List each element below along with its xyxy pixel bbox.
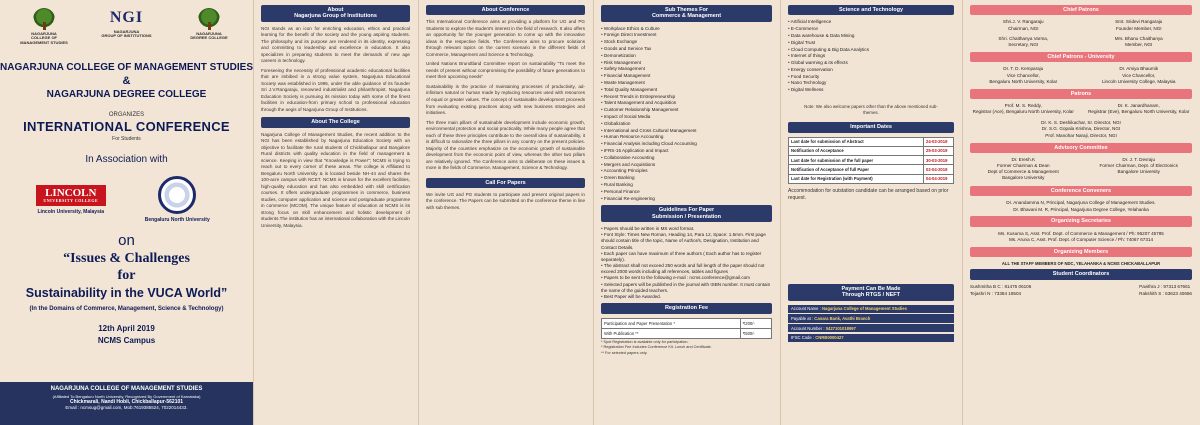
- sub-themes-list: [601, 26, 772, 203]
- list-item: • Mergers and Acquisitions: [601, 162, 772, 169]
- for-students-label: For Students: [112, 135, 141, 142]
- science-note: Note: We also welcome papers other than the above mentioned sub-themes.: [804, 104, 938, 116]
- registration-fee-table: [601, 318, 772, 340]
- table-row: [789, 146, 954, 155]
- about-conference-paragraph: This International Conference aims at providing a platform for UG and PG Students to explore the student's interest in the field of research. It also offers an opportunity for the younger generation to come up with the innovative ideas in the respective fields. The Conference aims to procure solutions through relevant topics on the current scenario in the different fields of Commerce, Management and Science & Technology.: [426, 19, 585, 57]
- person-name: Dr. T. D. Kemparaju: [1003, 66, 1044, 72]
- college-name-1: NAGARJUNA COLLEGE OF MANAGEMENT STUDIES: [0, 62, 253, 73]
- table-row: [789, 137, 954, 146]
- list-item: • Papers should be written in MS word format.: [601, 226, 772, 232]
- list-item: • Impact of Social Media: [601, 114, 772, 121]
- patrons-heading: Patrons: [970, 89, 1192, 99]
- date-value: 04-04-2019: [924, 174, 954, 183]
- list-item: • Papers to be sent to the following e-mail : ncms.conference@gmail.com: [601, 275, 772, 281]
- patron-line: Dr. K. S. Deshikachar, Sr. Director, NGI: [1041, 119, 1121, 125]
- list-item: • Selected papers will be published in the journal with ISBN number. It must contain the name of the guided teachers.: [601, 282, 772, 294]
- payment-heading: Payment Can Be Made Through RTGS / NEFT: [788, 284, 954, 301]
- bnu-caption: Bengaluru North University: [144, 217, 210, 224]
- payment-label: Payable at :: [791, 315, 814, 321]
- list-item: • Rural Banking: [601, 182, 772, 189]
- list-item: • International and Cross Cultural Management: [601, 128, 772, 135]
- list-item: • Total Quality Management: [601, 87, 772, 94]
- person: [1085, 19, 1192, 31]
- fee-note: * Spot Registration is available only for participation.: [601, 340, 689, 345]
- list-item: • Globalization: [601, 121, 772, 128]
- table-row: [602, 328, 772, 338]
- table-row: [789, 165, 954, 174]
- list-item: • Financial Re-engineering: [601, 196, 772, 203]
- fold-line: [780, 0, 781, 425]
- about-panel: [253, 0, 418, 425]
- person-name: Prof. M. S. Reddy,: [1004, 103, 1042, 109]
- coordinators-list: [970, 284, 1192, 298]
- fold-line: [253, 0, 254, 425]
- convener-line: Dr. Bhavani M. R, Principal, Nagarjuna Degree College, Yelahanka: [1013, 206, 1149, 212]
- person: [1085, 66, 1192, 85]
- person-name: Smt. Sridevi Rangaraju: [1115, 19, 1163, 25]
- person-role: Registrar (Ace), Bengaluru North University, Kolar: [972, 109, 1074, 115]
- person: [1085, 157, 1192, 182]
- lincoln-logo-box: [36, 185, 106, 206]
- payment-value: 0427101018997: [825, 325, 856, 331]
- list-item: • Human Resource Accounting: [601, 134, 772, 141]
- person-name: Dr. K. Janardhanam,: [1117, 103, 1160, 109]
- list-item: • Digital Trust: [788, 40, 954, 47]
- fee-note: ** For selected papers only.: [601, 350, 648, 355]
- about-conference-paragraph: The three main pillars of sustainable development include economic growth, environmental protection and social practicality. While many people agree that each of these three principles contribute to the overall idea of sustainability, it is difficult to rationalize the three pillars in any country on the present policies. Majority of the countries emphasize on the economic growth of sustainable development from the economic point of view, whereas the other two pillars are relatively ignored. The Conference aims to deliberate on these issues & more in the fields of Commerce, Management, Science & Technology.: [426, 119, 585, 171]
- cover-panel: [0, 0, 253, 425]
- person-name: Dr. J. T. Devraju: [1122, 156, 1156, 162]
- person-role: Founder Member, NGI: [1115, 25, 1162, 31]
- person-role: Member, NGI: [1125, 41, 1153, 47]
- coordinator-entry: Pavithra J : 97313 67661: [1139, 283, 1191, 289]
- secretary-line: Ms. Kusuma S, Asst. Prof. Dept. of Commerce & Management / Ph: 96207 45785: [998, 230, 1164, 236]
- event-date: 12th April 2019: [98, 323, 155, 333]
- list-item: • Green Banking: [601, 175, 772, 182]
- table-row: [789, 156, 954, 165]
- list-item: • Internet of things: [788, 53, 954, 60]
- important-dates-table: [788, 137, 954, 184]
- ampersand: &: [122, 74, 131, 87]
- registration-fee-heading: Registration Fee: [601, 303, 772, 313]
- list-item: • Global warming & its effects: [788, 60, 954, 67]
- person: [970, 19, 1077, 31]
- members-heading: Organizing Members: [970, 247, 1192, 257]
- guidelines-heading: Guidelines For Paper Submission / Presentation: [601, 205, 772, 222]
- coordinator-entry: Tejashri N : 73384 18504: [970, 290, 1022, 296]
- payment-label: Account Number :: [791, 325, 825, 331]
- date-value: 30-03-2019: [924, 156, 954, 165]
- list-item: • Cloud Computing & Big Data Analytics: [788, 47, 954, 54]
- list-item: • Font Style: Times New Roman, Heading 14, Para 12, Space: 1.5mm. First page should contain title of the topic, Name of Author/s, Designation, Institution and Contact Details.: [601, 232, 772, 251]
- lincoln-caption: Lincoln University, Malaysia: [37, 208, 105, 215]
- about-ngi-paragraph: NGI stands as an icon for enriching education, ethics and practical learning for the benefit of the society and the young aspiring students. The philosophy and its purpose are rendered in its identity, expressing and committing to leadership and excellence in education. It also specializes in preparing students to meet the demands of new age careers in technology.: [261, 25, 410, 64]
- coordinator-entry: Rakshith S : 63623 40656: [1139, 290, 1192, 296]
- list-item: • E-Commerce: [788, 26, 954, 33]
- secretaries-lines: [970, 231, 1192, 244]
- list-item: • Nano Technology: [788, 80, 954, 87]
- lincoln-logo-sub: UNIVERSITY COLLEGE: [43, 197, 99, 203]
- secretary-line: Ms. Aruna C, Asst. Prof. Dept. of Computer Science / Ph: 74067 67314: [1008, 237, 1153, 243]
- patron-line: Dr. S.G. Gopala Krishna, Director, NGI: [1041, 126, 1121, 132]
- date-value: 25-03-2019: [924, 146, 954, 155]
- about-college-paragraph: Nagarjuna College of Management Studies, the recent addition to the NGI has been established by Nagarjuna Education Society with an objective to facilitate the rural students of Chickballapur and Bangalore Rural districts with quality education in the field of management & science. Keeping in view that "Knowledge is Power"; NCMS is trying to reach out to every corner of these areas. The college is Affiliated to Bengaluru North University & is located beside NH-44 and shares the 100-acre campus with NCET. NCMS is known for the excellent facilities, high-quality education and has also embedded with skill certification courses. It offers undergraduate programmes in commerce, business studies, computer application and science and postgraduate programme in commerce (MCOM). The unique feature of education at NCMS is its strong focus on skill enhancement and holistic development of students.The institution has an international collaboration with the Lincoln University, Malaysia.: [261, 131, 410, 228]
- about-conference-heading: About Conference: [426, 5, 585, 15]
- date-label: Notification of Acceptance of full Paper: [789, 165, 924, 174]
- person-name: Dr. Amiya Bhaumik: [1119, 66, 1159, 72]
- list-item: • Waste Management: [601, 80, 772, 87]
- fee-label: Participation and Paper Presentation *: [602, 318, 741, 328]
- secretaries-heading: Organizing Secretaries: [970, 216, 1192, 226]
- coordinators-right: [1139, 284, 1192, 298]
- fold-line: [418, 0, 419, 425]
- ndc-logo-caption: NAGARJUNA DEGREE COLLEGE: [190, 31, 228, 41]
- date-label: Last date for submission of the full paper: [789, 156, 924, 165]
- person-name: Dr. Eresh.K: [1011, 156, 1036, 162]
- person-role: Vice Chancellor, Bengaluru North University, Kolar: [989, 72, 1058, 84]
- fee-amount: ₹500/-: [740, 328, 771, 338]
- list-item: • Artificial Intelligence: [788, 19, 954, 26]
- ncms-logo-caption: NAGARJUNA COLLEGE OF MANAGEMENT STUDIES: [20, 31, 68, 45]
- lincoln-logo: [36, 185, 106, 215]
- tree-icon: [198, 8, 220, 30]
- person-name: Shri. Chaithanya Varma,: [998, 35, 1049, 41]
- committee-panel: [962, 0, 1200, 425]
- ngi-logo-caption: NAGARJUNA GROUP OF INSTITUTIONS: [101, 29, 152, 39]
- theme-line-2: for: [117, 267, 136, 283]
- fee-amount: ₹200/-: [740, 318, 771, 328]
- list-item: • Goods and Service Tax: [601, 46, 772, 53]
- list-item: • Financial Analysis including Cloud Accounting: [601, 141, 772, 148]
- about-ngi-paragraph: Foreseeing the necessity of professional academic educational facilities that are imbibed in a strong value system, Nagarjuna Educational Society was established in 1995, under the able guidance of its founder Sri J.V.Rangaraju, renowned industrialist and philanthropist. Nagarjuna Education Society is pursuing its mission today with some of the finest facilities in education-from primary school to professional education through the aegis of Nagarjuna Group of Institutions.: [261, 67, 410, 112]
- lincoln-logo-text: LINCOLN: [45, 186, 97, 199]
- cover-footer: [0, 382, 253, 425]
- person-role: Registrar (Eve), Bengaluru North University, Kolar: [1088, 109, 1190, 115]
- payment-label: IFSC Code :: [791, 335, 815, 341]
- on-label: on: [118, 231, 135, 249]
- list-item: • Stock Exchange: [601, 39, 772, 46]
- list-item: • Workplace Ethics & Culture: [601, 26, 772, 33]
- payment-label: Account Name :: [791, 306, 821, 312]
- footer-address: Chickmarali, Nandi Hobli, Chickballapur-562101: [69, 398, 184, 405]
- ndc-logo: [183, 8, 235, 41]
- person-name: Shri.J. V. Rangaraju: [1002, 19, 1044, 25]
- person-role: Vice Chancellor, Lincoln University College, Malaysia: [1101, 72, 1176, 84]
- fold-line: [593, 0, 594, 425]
- date-value: 02-04-2019: [924, 165, 954, 174]
- person-pair: [970, 157, 1192, 182]
- list-item: • Recent Trends in Entrepreneurship: [601, 94, 772, 101]
- patrons-lines: [970, 120, 1192, 140]
- list-item: • Safety Management: [601, 66, 772, 73]
- list-item: • The abstract shall not exceed 250 words and full length of the paper should not exceed 2000 words including all references, tables and figures: [601, 263, 772, 275]
- guidelines-list: [601, 226, 772, 300]
- themes-panel: [593, 0, 780, 425]
- tree-icon: [33, 8, 55, 30]
- theme-line-3: Sustainability in the VUCA World”: [25, 286, 228, 301]
- date-label: Last date for submission of Abstract: [789, 137, 924, 146]
- science-tech-heading: Science and Technology: [788, 5, 954, 15]
- payment-value: Canara Bank, Avathi Branch: [814, 315, 871, 321]
- university-seal-icon: [158, 176, 196, 214]
- fee-label: With Publication **: [602, 328, 741, 338]
- important-dates-heading: Important Dates: [788, 122, 954, 132]
- conference-title: INTERNATIONAL CONFERENCE: [23, 119, 230, 135]
- date-value: 24-03-2019: [924, 137, 954, 146]
- payment-row: [788, 305, 954, 313]
- payment-row: [788, 314, 954, 322]
- person: [970, 103, 1077, 115]
- ncms-logo: [18, 8, 70, 45]
- list-item: • Accounting Principles: [601, 168, 772, 175]
- ngi-logo-title: NGI: [109, 9, 144, 26]
- list-item: • Collaborative Accounting: [601, 155, 772, 162]
- payment-value: CNRB0000427: [815, 335, 844, 341]
- table-row: [789, 174, 954, 183]
- list-item: • Data warehouse & Data Mining: [788, 33, 954, 40]
- footer-contact: Email : ncmsug@gmail.com, Mob:7619385524, 7022014433.: [65, 404, 188, 410]
- organizes-label: ORGANIZES: [108, 111, 145, 118]
- theme-line-1: “Issues & Challenges: [63, 251, 190, 267]
- call-for-papers-paragraph: We invite UG and PG students to participate and present original papers in the conference. The Papers can be submitted on the conference theme in line with sub themes.: [426, 191, 585, 210]
- about-conference-paragraph: United Nations Brundtland Committee report on sustainability "To meet the needs of present without compromising the possibility of future generations to meet their upcoming needs": [426, 61, 585, 80]
- convener-line: Dr. Anandamma N, Principal, Nagarjuna College of Management Studies.: [1006, 199, 1156, 205]
- person-role: Former Chairman, Dept. of Electronics Bangalore University: [1099, 163, 1178, 175]
- science-panel: [780, 0, 962, 425]
- conveners-lines: [970, 200, 1192, 213]
- payment-value: Nagarjuna College of Management Studies: [821, 306, 907, 312]
- accommodation-note: Accommodation for outstation candidate can be arranged based on prior request.: [788, 187, 949, 201]
- about-college-heading: About The College: [261, 117, 410, 127]
- person: [970, 66, 1077, 85]
- coordinator-entry: Sushmitha B C : 81475 06106: [970, 283, 1032, 289]
- person-role: Secretary, NGI: [1008, 41, 1039, 47]
- person-pair: [970, 103, 1192, 115]
- date-label: Notification of Acceptance: [789, 146, 924, 155]
- list-item: • Foreign Direct Investment: [601, 32, 772, 39]
- chief-patrons-univ-heading: Chief Patrons - University: [970, 52, 1192, 62]
- about-ngi-heading: About Nagarjuna Group of Institutions: [261, 5, 410, 22]
- advisory-heading: Advisory Committee: [970, 143, 1192, 153]
- date-label: Last date for Registration (with Payment): [789, 174, 924, 183]
- science-tech-list: [788, 19, 954, 94]
- partner-logos: [0, 176, 253, 223]
- list-item: • Energy conservation: [788, 67, 954, 74]
- list-item: • Demonetization: [601, 53, 772, 60]
- person-name: Mrs. Bhanu Chaithanya: [1114, 35, 1163, 41]
- members-line: ALL THE STAFF MEMBERS OF NDC, YELAHANKA & NCMS CHICKABALLAPUR: [1001, 261, 1161, 267]
- list-item: • Best Paper will be Awarded.: [601, 294, 772, 300]
- person: [970, 36, 1077, 48]
- sub-themes-heading: Sub Themes For Commerce & Management: [601, 5, 772, 22]
- list-item: • Talent Management and Acquisition: [601, 100, 772, 107]
- list-item: • Digital Wellness: [788, 87, 954, 94]
- event-venue: NCMS Campus: [97, 335, 156, 345]
- list-item: • IFRS-15 Application and Impact: [601, 148, 772, 155]
- call-for-papers-heading: Call For Papers: [426, 178, 585, 188]
- person-pair: [970, 19, 1192, 31]
- about-conference-paragraph: Sustainability is the practice of maintaining processes of productivity, ad-infinitum natural or human made by replacing resources used with resources of equal or greater values. The concept of sustainable development proceeds from evaluating existing practices along with new business strategies and initiatives.: [426, 83, 585, 116]
- list-item: • Customer Relationship Management: [601, 107, 772, 114]
- person-pair: [970, 36, 1192, 48]
- person-pair: [970, 66, 1192, 85]
- patron-line: Prof. Manohar Naraji, Director, NGI: [1045, 132, 1117, 138]
- payment-row: [788, 334, 954, 342]
- person-role: Former Chairman & Dean Dept of Commerce & Management Bangalore University: [987, 163, 1059, 181]
- footer-college-name: NAGARJUNA COLLEGE OF MANAGEMENT STUDIES: [50, 386, 203, 392]
- person: [1085, 103, 1192, 115]
- ngi-logo: [101, 8, 153, 39]
- person: [970, 157, 1077, 182]
- list-item: • Each paper can have maximum of three authors ( Each author has to register separately).: [601, 251, 772, 263]
- list-item: • Personal Finance: [601, 189, 772, 196]
- person: [1085, 36, 1192, 48]
- list-item: • Risk Management: [601, 60, 772, 67]
- person-role: Chairman, NGI: [1007, 25, 1039, 31]
- conference-panel: [418, 0, 593, 425]
- coordinators-heading: Student Coordinators: [970, 269, 1192, 279]
- list-item: • Financial Management: [601, 73, 772, 80]
- fee-note: * Registration Fee Includes Conference Kit, Lunch and Certificate.: [601, 345, 712, 350]
- conveners-heading: Conference Conveners: [970, 186, 1192, 196]
- fold-line: [962, 0, 963, 425]
- payment-row: [788, 324, 954, 332]
- chief-patrons-heading: Chief Patrons: [970, 5, 1192, 15]
- association-label: In Association with: [85, 153, 168, 165]
- coordinators-left: [970, 284, 1031, 298]
- bnu-logo: [137, 176, 217, 223]
- college-name-2: NAGARJUNA DEGREE COLLEGE: [46, 89, 207, 101]
- list-item: • Food Security: [788, 74, 954, 81]
- logo-row: [0, 0, 253, 55]
- footer-affiliation: (Affiliated To Bengaluru North University, Recognized By Government of Karnataka): [52, 393, 201, 399]
- table-row: [602, 318, 772, 328]
- domains-line: (In the Domains of Commerce, Management, Science & Technology): [29, 306, 224, 313]
